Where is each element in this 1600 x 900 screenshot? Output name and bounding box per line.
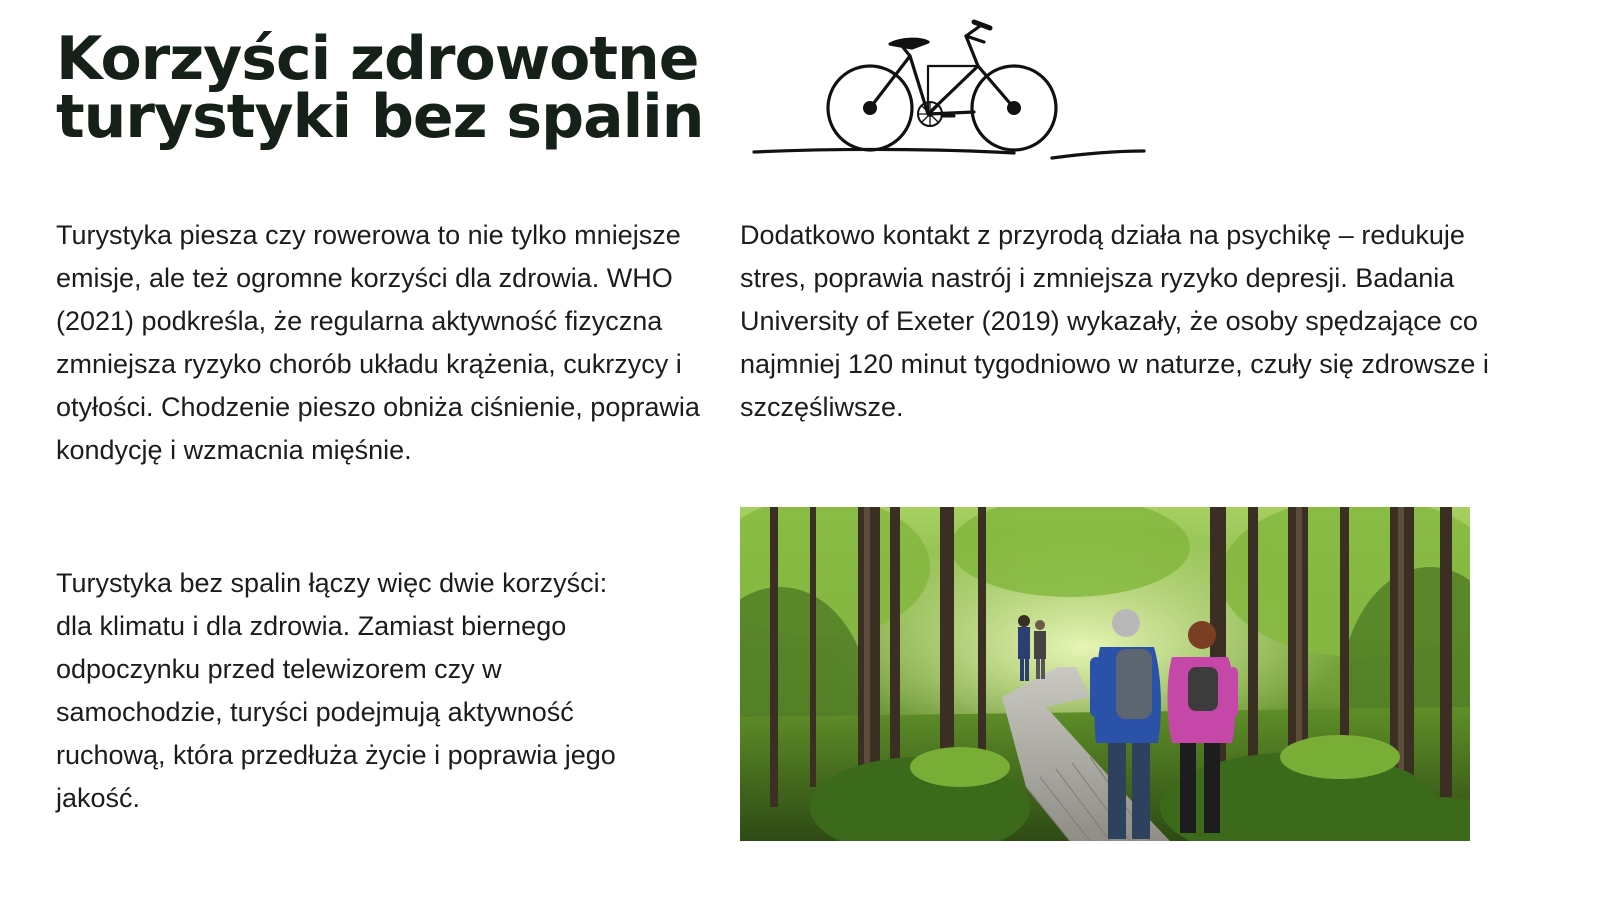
left-paragraph-climate-and-health: Turystyka bez spalin łączy więc dwie korzyści: dla klimatu i dla zdrowia. Zamiast biernego odpoczynku przed telewizorem czy w samochodzie, turyści podejmują aktywność ruchową, która przedłuża życie i poprawia jego jakość. [56,568,616,813]
slide-title-line-2: turystyki bez spalin [56,82,704,152]
bicycle-icon [752,12,1162,172]
slide-title-line-1: Korzyści zdrowotne [56,24,699,94]
right-paragraph-nature-psyche: Dodatkowo kontakt z przyrodą działa na psychikę – redukuje stres, poprawia nastrój i zmniejsza ryzyko depresji. Badania University of Exeter (2019) wykazały, że osoby spędzające co najmniej 120 minut tygodniowo w naturze, czuły się zdrowsze i szczęśliwsze. [740,220,1489,422]
slide-title [56,24,756,152]
forest-boardwalk-hikers-photo [740,507,1470,841]
left-paragraph-health-benefits: Turystyka piesza czy rowerowa to nie tylko mniejsze emisje, ale też ogromne korzyści dla zdrowia. WHO (2021) podkreśla, że regularna aktywność fizyczna zmniejsza ryzyko chorób układu krążenia, cukrzycy i otyłości. Chodzenie pieszo obniża ciśnienie, poprawia kondycję i wzmacnia mięśnie. [56,220,700,465]
